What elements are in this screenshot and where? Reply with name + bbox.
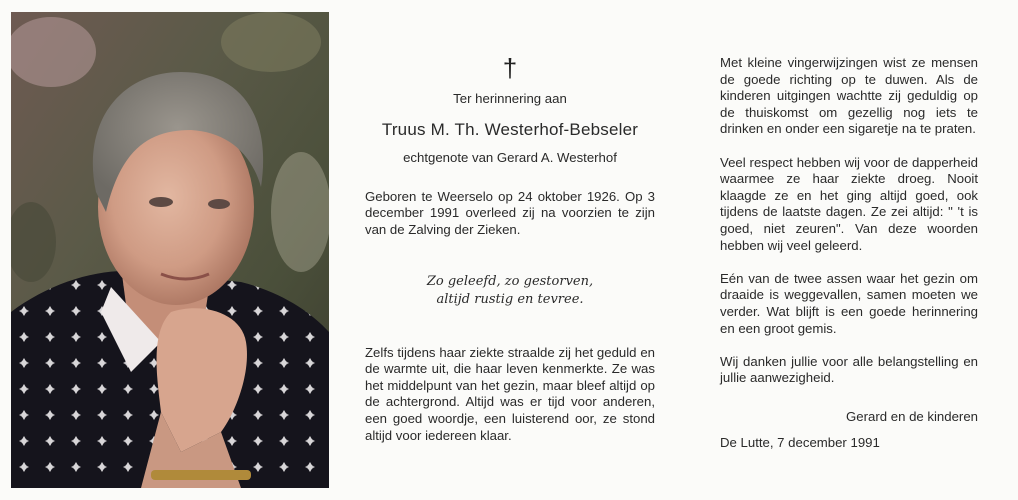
middle-column [365,55,655,444]
life-paragraph: Zelfs tijdens haar ziekte straalde zij het geduld en de warmte uit, die haar leven kenmerkte. Ze was het middelpunt van het gezin, maar bleef altijd op de achtergrond. Altijd was er tijd voor anderen, een goed woordje, een luisterend oor, ze stond altijd voor iedereen klaar. [365,344,655,443]
right-column [720,55,978,452]
quote-line-2: altijd rustig en tevree. [436,291,584,307]
paragraph-family: Eén van de twee assen waar het gezin om draaide is weggevallen, samen moeten we verder. Wat blijft is een goede herinnering en een groot gemis. [720,270,978,336]
cross-icon: † [502,53,518,83]
signature: Gerard en de kinderen [846,408,978,424]
paragraph-guidance: Met kleine vingerwijzingen wist ze mensen de goede richting op te duwen. Als de kinderen uitgingen wachtte zij geduldig op de thuiskomst om gezellig nog iets te drinken en onder een sigaretje na te praten. [720,55,978,137]
place-date: De Lutte, 7 december 1991 [720,435,880,451]
birth-death-paragraph: Geboren te Weerselo op 24 oktober 1926. Op 3 december 1991 overleed zij na voorzien te zijn van de Zalving der Zieken. [365,188,655,237]
quote-line-1: Zo geleefd, zo gestorven, [426,273,594,289]
deceased-name: Truus M. Th. Westerhof-Bebseler [381,119,639,139]
quote [365,273,655,309]
intro-text: Ter herinnering aan [453,91,567,106]
portrait-photo [11,12,329,488]
spouse-line: echtgenote van Gerard A. Westerhof [403,150,617,166]
paragraph-respect: Veel respect hebben wij voor de dapperheid waarmee ze haar ziekte droeg. Nooit klaagde ze en het ging altijd goed, ook tijdens de laatste dagen. Ze zei altijd: " 't is goed, niet zeuren". Van deze woorden hebben wij veel geleerd. [720,154,978,253]
paragraph-thanks: Wij danken jullie voor alle belangstelling en jullie aanwezigheid. [720,353,978,386]
